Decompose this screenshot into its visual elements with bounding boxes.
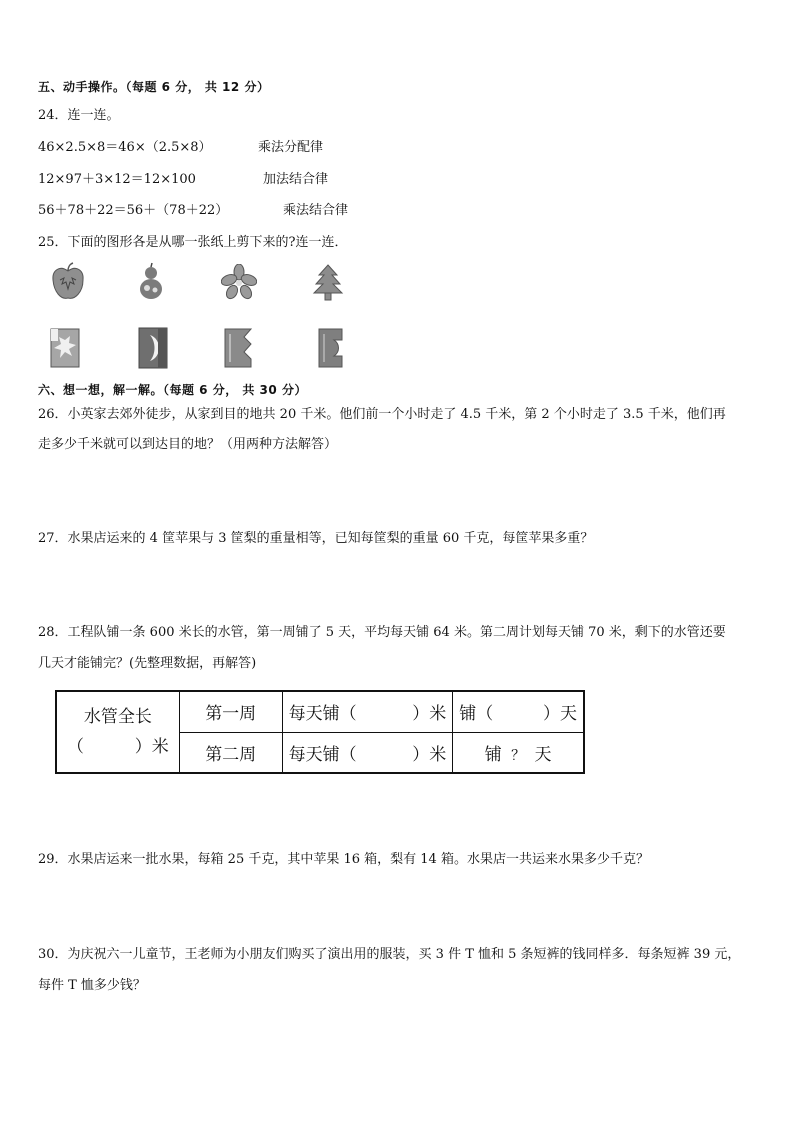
q26-text-line-1: 26．小英家去郊外徒步，从家到目的地共 20 千米。他们前一个小时走了 4.5 千米，第 2 个小时走了 3.5 千米，他们再 — [38, 407, 726, 422]
week-2-daily-cell — [282, 732, 453, 773]
total-length-label: 水管全长 — [83, 707, 152, 727]
week-2-days-cell — [453, 732, 584, 773]
section-6-heading: 六、想一想，解一解。（每题 6 分， 共 30 分） — [38, 383, 307, 397]
week-1-daily-cell — [282, 691, 453, 732]
q27-text: 27．水果店运来的 4 筐苹果与 3 筐梨的重量相等，已知每筐梨的重量 60 千克，每筐苹果多重？ — [38, 531, 594, 546]
paper-with-crescent-hole-icon — [138, 327, 168, 369]
q28-text-line-2: 几天才能铺完？(先整理数据，再解答) — [38, 656, 257, 671]
days-unit: ）天 — [543, 704, 577, 725]
q26-text-line-2: 走多少千米就可以到达目的地？（用两种方法解答） — [38, 437, 338, 452]
q30-text-line-1: 30．为庆祝六一儿童节，王老师为小朋友们购买了演出用的服装，买 3 件 T 恤和 5 条短裤的钱同样多．每条短裤 39 元， — [38, 947, 741, 962]
section-5-heading: 五、动手操作。（每题 6 分， 共 12 分） — [38, 80, 270, 94]
week-2-label: 第二周 — [179, 732, 282, 773]
flower-shape-icon — [221, 264, 257, 300]
q24-left-item: 12×97＋3×12＝12×100 — [38, 172, 196, 187]
q24-right-item: 乘法结合律 — [283, 203, 349, 218]
week-1-days-cell — [453, 691, 584, 732]
apple-shape-icon — [50, 262, 86, 302]
days-label: 铺 — [484, 744, 502, 765]
days-label: 铺（ — [459, 704, 494, 725]
q24-title: 24．连一连。 — [38, 108, 120, 123]
q28-text-line-1: 28．工程队铺一条 600 米长的水管，第一周铺了 5 天，平均每天铺 64 米。第二周计划每天铺 70 米，剩下的水管还要 — [38, 625, 726, 640]
daily-unit: ）米 — [412, 744, 447, 765]
q30-text-line-2: 每件 T 恤多少钱？ — [38, 978, 146, 993]
q24-right-item: 乘法分配律 — [258, 140, 324, 155]
q25-title: 25．下面的图形各是从哪一张纸上剪下来的?连一连． — [38, 235, 348, 250]
daily-label: 每天铺（ — [288, 704, 357, 725]
gourd-shape-icon — [136, 262, 166, 302]
q24-right-item: 加法结合律 — [263, 172, 329, 187]
q24-left-item: 56＋78＋22＝56＋（78＋22） — [38, 203, 229, 218]
total-length-cell — [56, 691, 179, 773]
total-length-blank: （ ）米 — [67, 737, 169, 757]
tree-shape-icon — [312, 264, 344, 302]
q24-left-item: 46×2.5×8＝46×（2.5×8） — [38, 140, 212, 155]
daily-unit: ）米 — [412, 704, 447, 725]
days-question-mark: ？ — [511, 747, 526, 764]
paper-with-flower-hole-icon — [50, 328, 80, 368]
daily-label: 每天铺（ — [288, 744, 357, 765]
pipe-data-table — [55, 690, 585, 774]
week-1-label: 第一周 — [179, 691, 282, 732]
paper-with-notched-edge-icon — [318, 328, 346, 368]
q29-text: 29．水果店运来一批水果，每箱 25 千克，其中苹果 16 箱，梨有 14 箱。水果店一共运来水果多少千克？ — [38, 852, 649, 867]
paper-with-zigzag-edge-icon — [224, 328, 252, 368]
days-unit: 天 — [534, 744, 552, 765]
